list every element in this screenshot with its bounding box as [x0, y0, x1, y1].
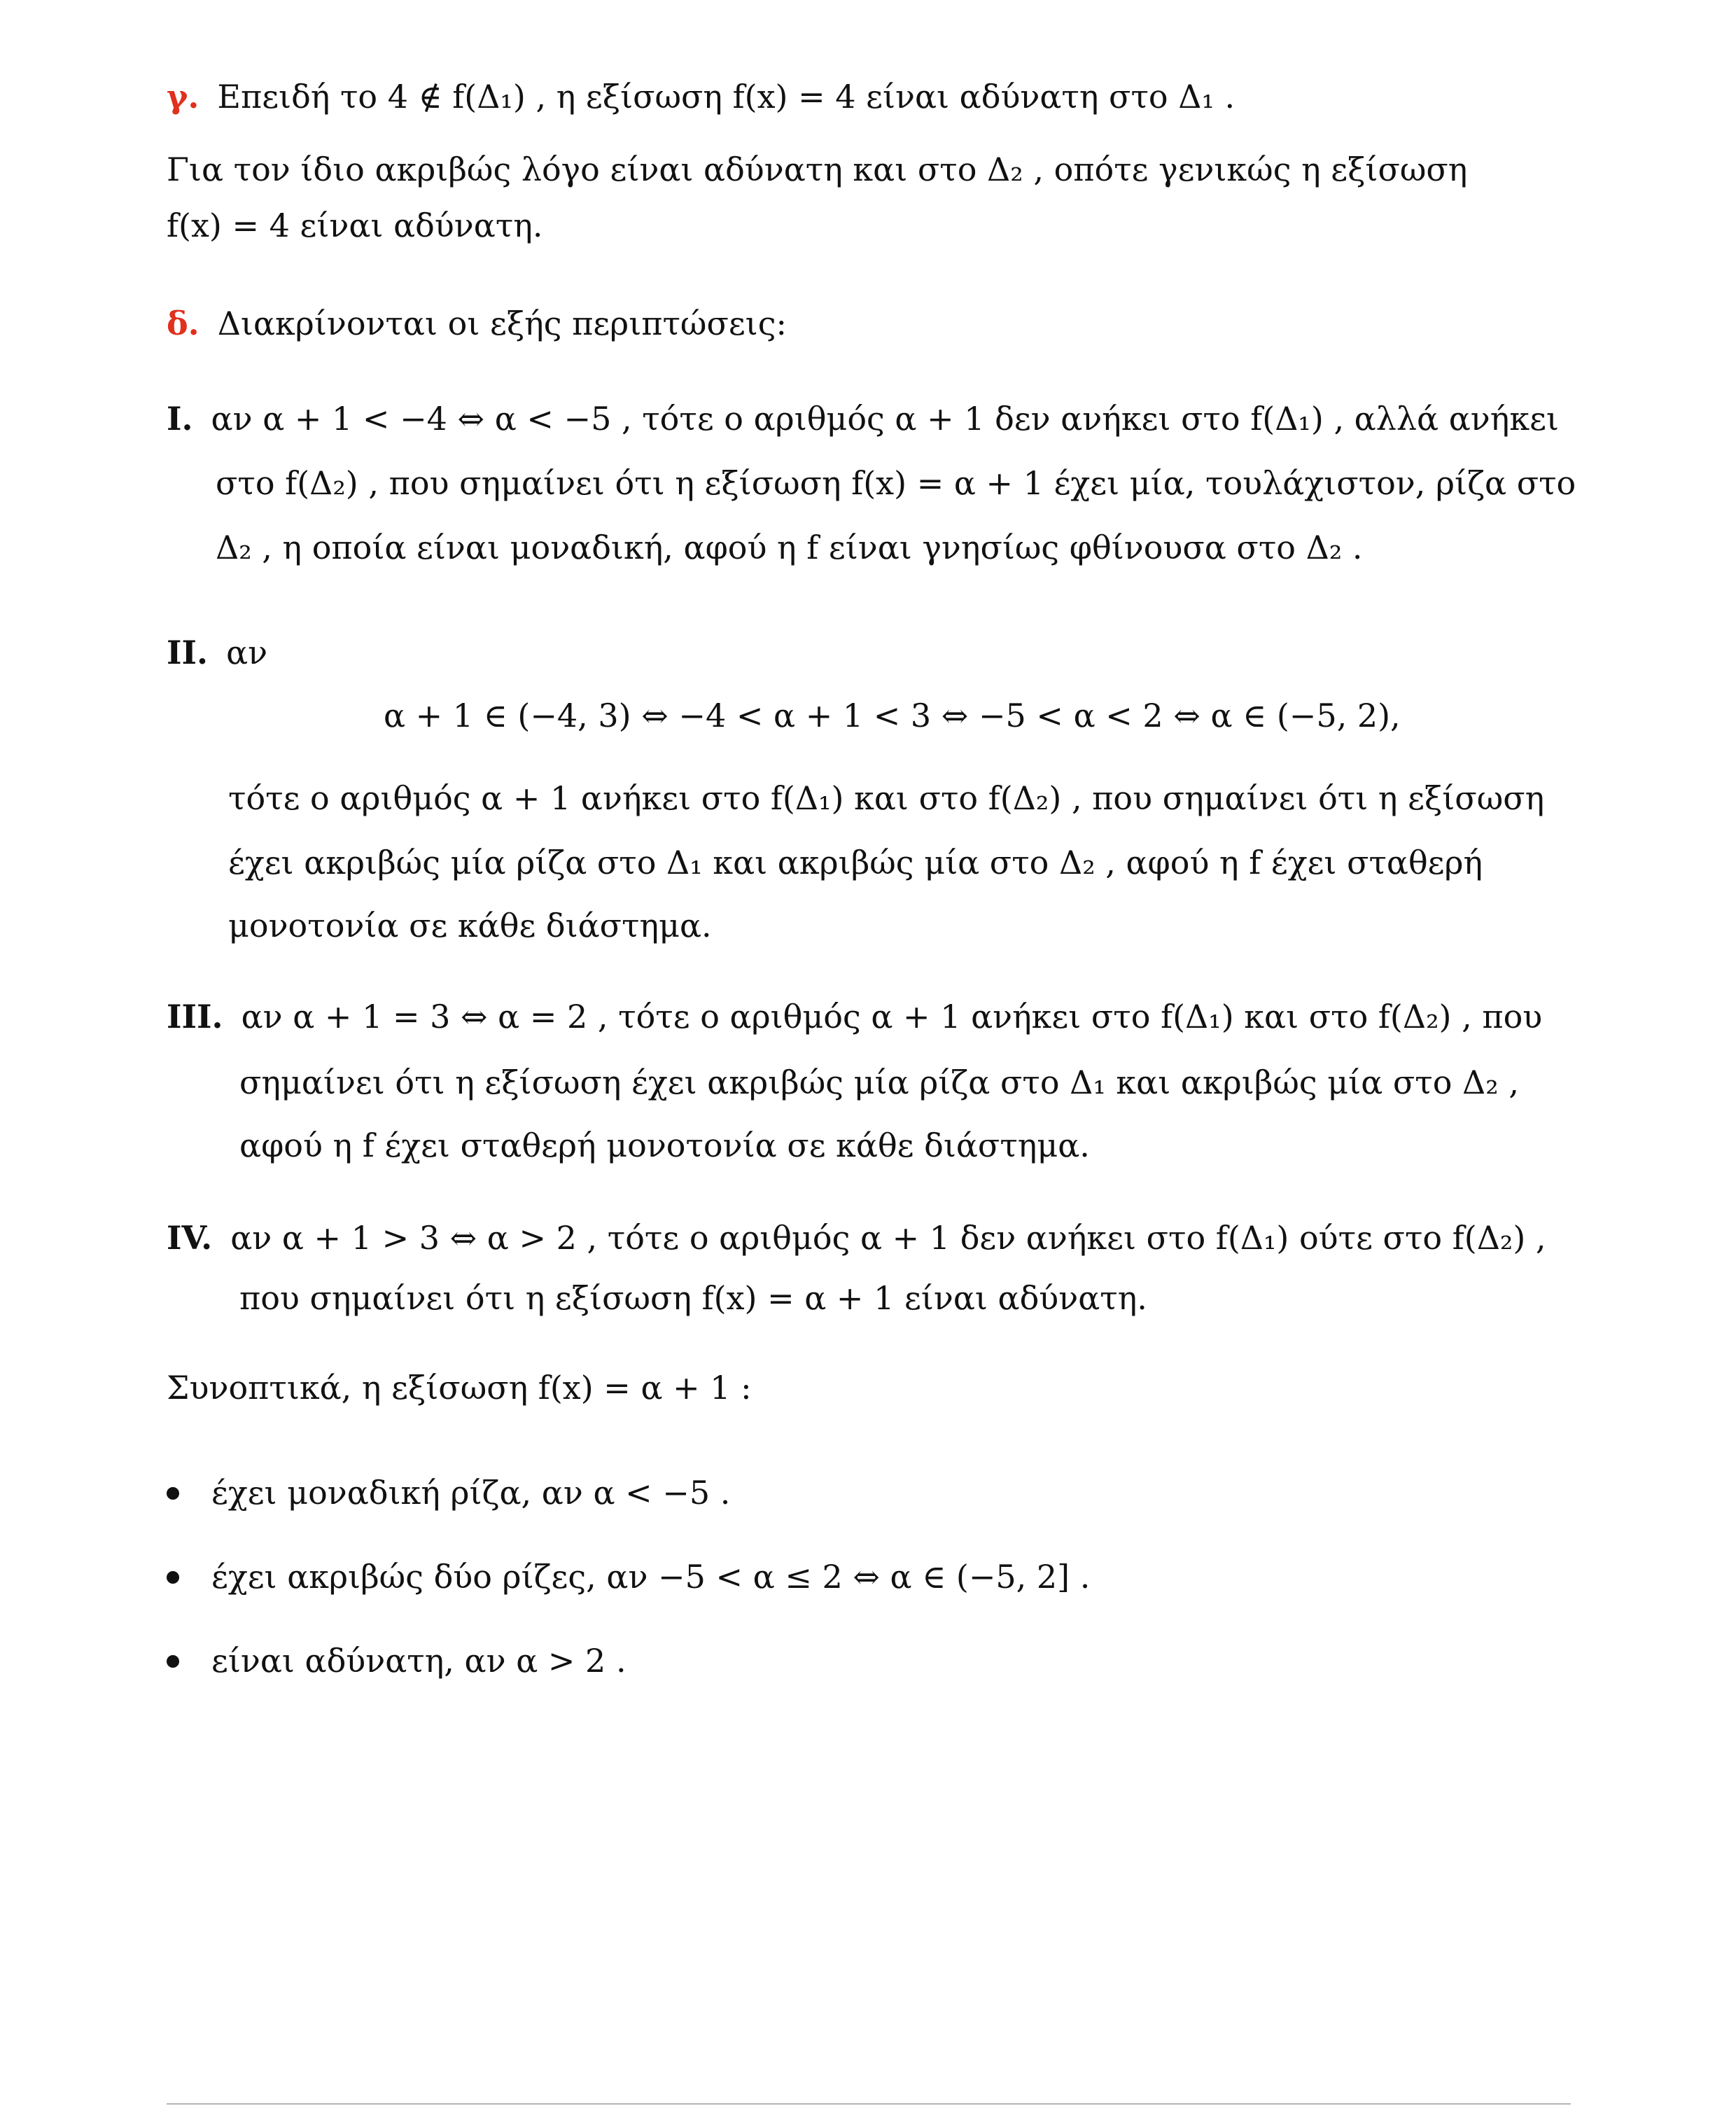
case-i-text-1: αν α + 1 < −4 ⇔ α < −5 , τότε ο αριθμός α + 1 δεν ανήκει στο f(Δ₁) , αλλά ανήκει	[211, 400, 1559, 438]
case-i-line-2: στο f(Δ₂) , που σημαίνει ότι η εξίσωση f(x) = α + 1 έχει μία, τουλάχιστον, ρίζα στο	[216, 464, 1576, 502]
case-ii-line-3: μονοτονία σε κάθε διάστημα.	[228, 907, 712, 944]
delta-marker: δ.	[167, 305, 200, 342]
case-ii-line-1: τότε ο αριθμός α + 1 ανήκει στο f(Δ₁) και στο f(Δ₂) , που σημαίνει ότι η εξίσωση	[228, 779, 1545, 817]
gamma-line-2: Για τον ίδιο ακριβώς λόγο είναι αδύνατη και στο Δ₂ , οπότε γενικώς η εξίσωση	[167, 151, 1468, 188]
case-iii-text-1: αν α + 1 = 3 ⇔ α = 2 , τότε ο αριθμός α + 1 ανήκει στο f(Δ₁) και στο f(Δ₂) , που	[241, 998, 1543, 1035]
case-i-line-3: Δ₂ , η οποία είναι μοναδική, αφού η f είναι γνησίως φθίνουσα στο Δ₂ .	[216, 529, 1363, 566]
case-ii-line-2: έχει ακριβώς μία ρίζα στο Δ₁ και ακριβώς μία στο Δ₂ , αφού η f έχει σταθερή	[228, 844, 1483, 881]
summary-intro: Συνοπτικά, η εξίσωση f(x) = α + 1 :	[167, 1369, 752, 1407]
delta-intro: Διακρίνονται οι εξής περιπτώσεις:	[217, 305, 787, 342]
bullet-dot	[167, 1655, 179, 1668]
case-ii-intro: αν	[226, 634, 268, 671]
delta-heading	[167, 302, 787, 344]
footer-divider	[167, 2103, 1571, 2105]
bullet-dot	[167, 1571, 179, 1584]
gamma-line-3: f(x) = 4 είναι αδύνατη.	[167, 207, 543, 244]
case-i-marker: I.	[167, 400, 193, 438]
case-iii-line-3: αφού η f έχει σταθερή μονοτονία σε κάθε διάστημα.	[239, 1127, 1090, 1164]
case-iv-text-1: αν α + 1 > 3 ⇔ α > 2 , τότε ο αριθμός α + 1 δεν ανήκει στο f(Δ₁) ούτε στο f(Δ₂) ,	[230, 1219, 1546, 1257]
gamma-marker: γ.	[167, 78, 200, 116]
summary-bullet-2: έχει ακριβώς δύο ρίζες, αν −5 < α ≤ 2 ⇔ α ∈ (−5, 2] .	[211, 1558, 1091, 1596]
summary-bullet-3: είναι αδύνατη, αν α > 2 .	[211, 1642, 626, 1680]
case-iii-line-2: σημαίνει ότι η εξίσωση έχει ακριβώς μία ρίζα στο Δ₁ και ακριβώς μία στο Δ₂ ,	[239, 1064, 1519, 1101]
case-ii-marker: II.	[167, 634, 209, 671]
case-iii-line-1	[167, 996, 1542, 1038]
case-ii-heading	[167, 632, 267, 674]
gamma-text-1: Επειδή το 4 ∉ f(Δ₁) , η εξίσωση f(x) = 4 είναι αδύνατη στο Δ₁ .	[217, 78, 1236, 116]
case-iv-marker: IV.	[167, 1219, 213, 1257]
case-iii-marker: III.	[167, 998, 223, 1035]
gamma-line-1	[167, 76, 1235, 118]
bullet-dot	[167, 1487, 179, 1500]
case-ii-formula: α + 1 ∈ (−4, 3) ⇔ −4 < α + 1 < 3 ⇔ −5 < α < 2 ⇔ α ∈ (−5, 2),	[384, 697, 1401, 734]
case-iv-line-1	[167, 1217, 1546, 1259]
case-i-line-1	[167, 398, 1559, 440]
summary-bullet-1: έχει μοναδική ρίζα, αν α < −5 .	[211, 1474, 731, 1512]
case-iv-line-2: που σημαίνει ότι η εξίσωση f(x) = α + 1 είναι αδύνατη.	[239, 1279, 1147, 1317]
